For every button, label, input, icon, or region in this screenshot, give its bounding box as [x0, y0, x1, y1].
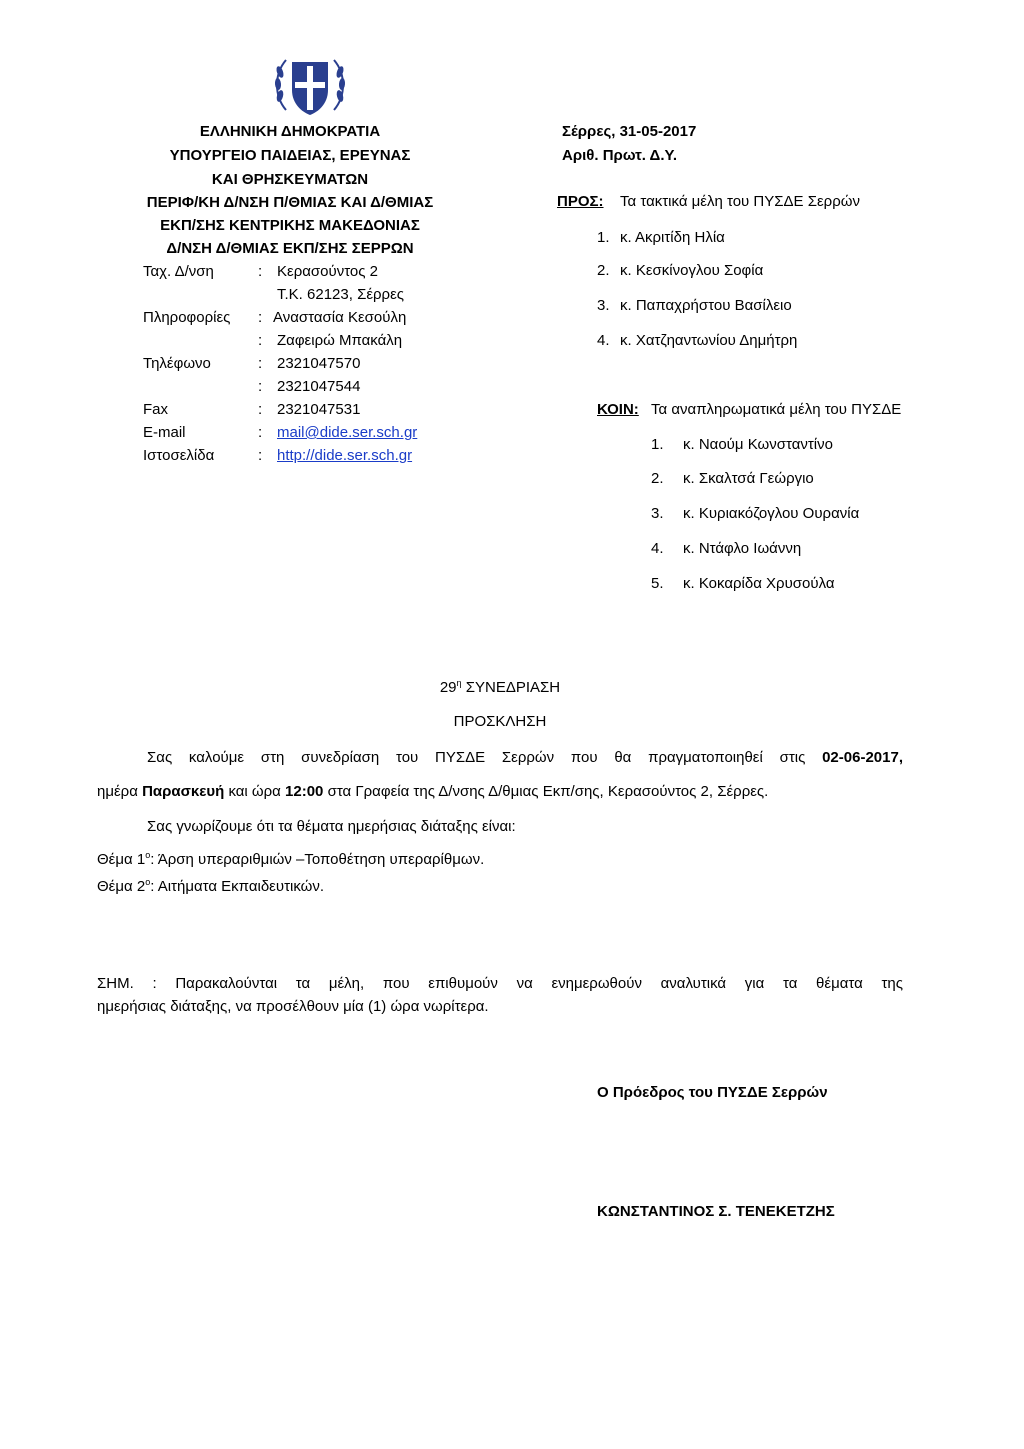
- topic-1: [97, 851, 484, 868]
- cc-member-4: κ. Ντάφλο Ιωάννη: [683, 540, 802, 557]
- list-number: 4.: [651, 540, 664, 557]
- website-link[interactable]: http://dide.ser.sch.gr: [277, 447, 413, 464]
- topic-2-prefix: Θέμα 2: [97, 878, 146, 895]
- list-number: 4.: [597, 332, 610, 349]
- session-superscript: η: [456, 678, 462, 688]
- paragraph-2: [97, 783, 768, 800]
- info-person-2: Ζαφειρώ Μπακάλη: [277, 332, 403, 349]
- header-line-5: ΕΚΠ/ΣΗΣ ΚΕΝΤΡΙΚΗΣ ΜΑΚΕΔΟΝΙΑΣ: [160, 217, 420, 234]
- colon: :: [258, 401, 263, 418]
- paragraph-1-text: Σας καλούμε στη συνεδρίαση του ΠΥΣΔΕ Σερρών που θα πραγματοποιηθεί στις: [147, 749, 806, 766]
- list-number: 2.: [651, 470, 664, 487]
- protocol-number: Αριθ. Πρωτ. Δ.Υ.: [562, 147, 678, 164]
- header-line-1: ΕΛΛΗΝΙΚΗ ΔΗΜΟΚΡΑΤΙΑ: [199, 123, 381, 140]
- fax-number: 2321047531: [277, 401, 361, 418]
- signature-role: Ο Πρόεδρος του ΠΥΣΔΕ Σερρών: [597, 1084, 828, 1101]
- session-number: 29: [439, 679, 457, 696]
- colon: :: [258, 332, 263, 349]
- address-line-2: Τ.Κ. 62123, Σέρρες: [277, 286, 405, 303]
- to-label: ΠΡΟΣ:: [557, 193, 604, 210]
- web-label: Ιστοσελίδα: [143, 447, 215, 464]
- topic-1-prefix: Θέμα 1: [97, 851, 146, 868]
- meeting-time: 12:00: [285, 783, 324, 800]
- signature-name: ΚΩΝΣΤΑΝΤΙΝΟΣ Σ. ΤΕΝΕΚΕΤΖΗΣ: [597, 1203, 835, 1220]
- list-number: 2.: [597, 262, 610, 279]
- list-number: 1.: [651, 436, 664, 453]
- to-member-2: κ. Κεσκίνογλου Σοφία: [620, 262, 764, 279]
- colon: :: [258, 309, 263, 326]
- place-date: Σέρρες, 31-05-2017: [562, 123, 697, 140]
- list-number: 3.: [651, 505, 664, 522]
- topic-1-superscript: ο: [145, 850, 151, 860]
- address-line-1: Κερασούντος 2: [277, 263, 378, 280]
- colon: :: [258, 355, 263, 372]
- session-text: ΣΥΝΕΔΡΙΑΣΗ: [465, 679, 561, 696]
- paragraph-2-text-a: ημέρα: [97, 783, 138, 800]
- email-label: E-mail: [143, 424, 186, 441]
- paragraph-1: [147, 749, 903, 766]
- fax-label: Fax: [143, 401, 169, 418]
- cc-label: ΚΟΙΝ:: [597, 401, 639, 418]
- topic-2: [97, 878, 324, 895]
- cc-member-3: κ. Κυριακόζογλου Ουρανία: [683, 505, 860, 522]
- colon: :: [258, 424, 263, 441]
- session-title: [0, 679, 1000, 696]
- header-line-4: ΠΕΡΙΦ/ΚΗ Δ/ΝΣΗ Π/ΘΜΙΑΣ ΚΑΙ Δ/ΘΜΙΑΣ: [146, 194, 434, 211]
- paragraph-2-text-c: στα Γραφεία της Δ/νσης Δ/θμιας Εκπ/σης, Κερασούντος 2, Σέρρες.: [327, 783, 769, 800]
- note-line-1: ΣΗΜ. : Παρακαλούνται τα μέλη, που επιθυμούν να ενημερωθούν αναλυτικά για τα θέματα της: [97, 975, 903, 992]
- colon: :: [258, 378, 263, 395]
- cc-member-2: κ. Σκαλτσά Γεώργιο: [683, 470, 814, 487]
- address-label: Ταχ. Δ/νση: [143, 263, 214, 280]
- colon: :: [258, 447, 263, 464]
- paragraph-3: Σας γνωρίζουμε ότι τα θέματα ημερήσιας διάταξης είναι:: [147, 818, 516, 835]
- meeting-date: 02-06-2017,: [822, 749, 903, 766]
- info-label: Πληροφορίες: [143, 309, 231, 326]
- phone-label: Τηλέφωνο: [143, 355, 211, 372]
- list-number: 1.: [597, 229, 610, 246]
- topic-2-superscript: ο: [145, 877, 151, 887]
- to-text: Τα τακτικά μέλη του ΠΥΣΔΕ Σερρών: [620, 193, 860, 210]
- header-line-2: ΥΠΟΥΡΓΕΙΟ ΠΑΙΔΕΙΑΣ, ΕΡΕΥΝΑΣ: [169, 147, 411, 164]
- meeting-day: Παρασκευή: [142, 783, 225, 800]
- phone-1: 2321047570: [277, 355, 361, 372]
- cc-member-1: κ. Ναούμ Κωνσταντίνο: [683, 436, 833, 453]
- header-line-6: Δ/ΝΣΗ Δ/ΘΜΙΑΣ ΕΚΠ/ΣΗΣ ΣΕΡΡΩΝ: [166, 240, 414, 257]
- email-link[interactable]: mail@dide.ser.sch.gr: [277, 424, 418, 441]
- note-line-2: ημερήσιας διάταξης, να προσέλθουν μία (1) ώρα νωρίτερα.: [97, 998, 489, 1015]
- to-member-4: κ. Χατζηαντωνίου Δημήτρη: [620, 332, 798, 349]
- to-member-1: κ. Ακριτίδη Ηλία: [620, 229, 725, 246]
- header-line-3: ΚΑΙ ΘΡΗΣΚΕΥΜΑΤΩΝ: [211, 171, 369, 188]
- cc-text: Τα αναπληρωματικά μέλη του ΠΥΣΔΕ: [651, 401, 902, 418]
- cc-member-5: κ. Κοκαρίδα Χρυσούλα: [683, 575, 835, 592]
- list-number: 5.: [651, 575, 664, 592]
- topic-2-text: : Αιτήματα Εκπαιδευτικών.: [150, 878, 325, 895]
- topic-1-text: : Άρση υπεραριθμιών –Τοποθέτηση υπεραρίθμων.: [150, 851, 485, 868]
- paragraph-2-text-b: και ώρα: [228, 783, 281, 800]
- invitation-title: ΠΡΟΣΚΛΗΣΗ: [453, 713, 547, 730]
- list-number: 3.: [597, 297, 610, 314]
- greek-coat-of-arms-emblem: [272, 52, 348, 120]
- phone-2: 2321047544: [277, 378, 361, 395]
- to-member-3: κ. Παπαχρήστου Βασίλειο: [620, 297, 792, 314]
- info-person-1: Αναστασία Κεσούλη: [273, 309, 407, 326]
- colon: :: [258, 263, 263, 280]
